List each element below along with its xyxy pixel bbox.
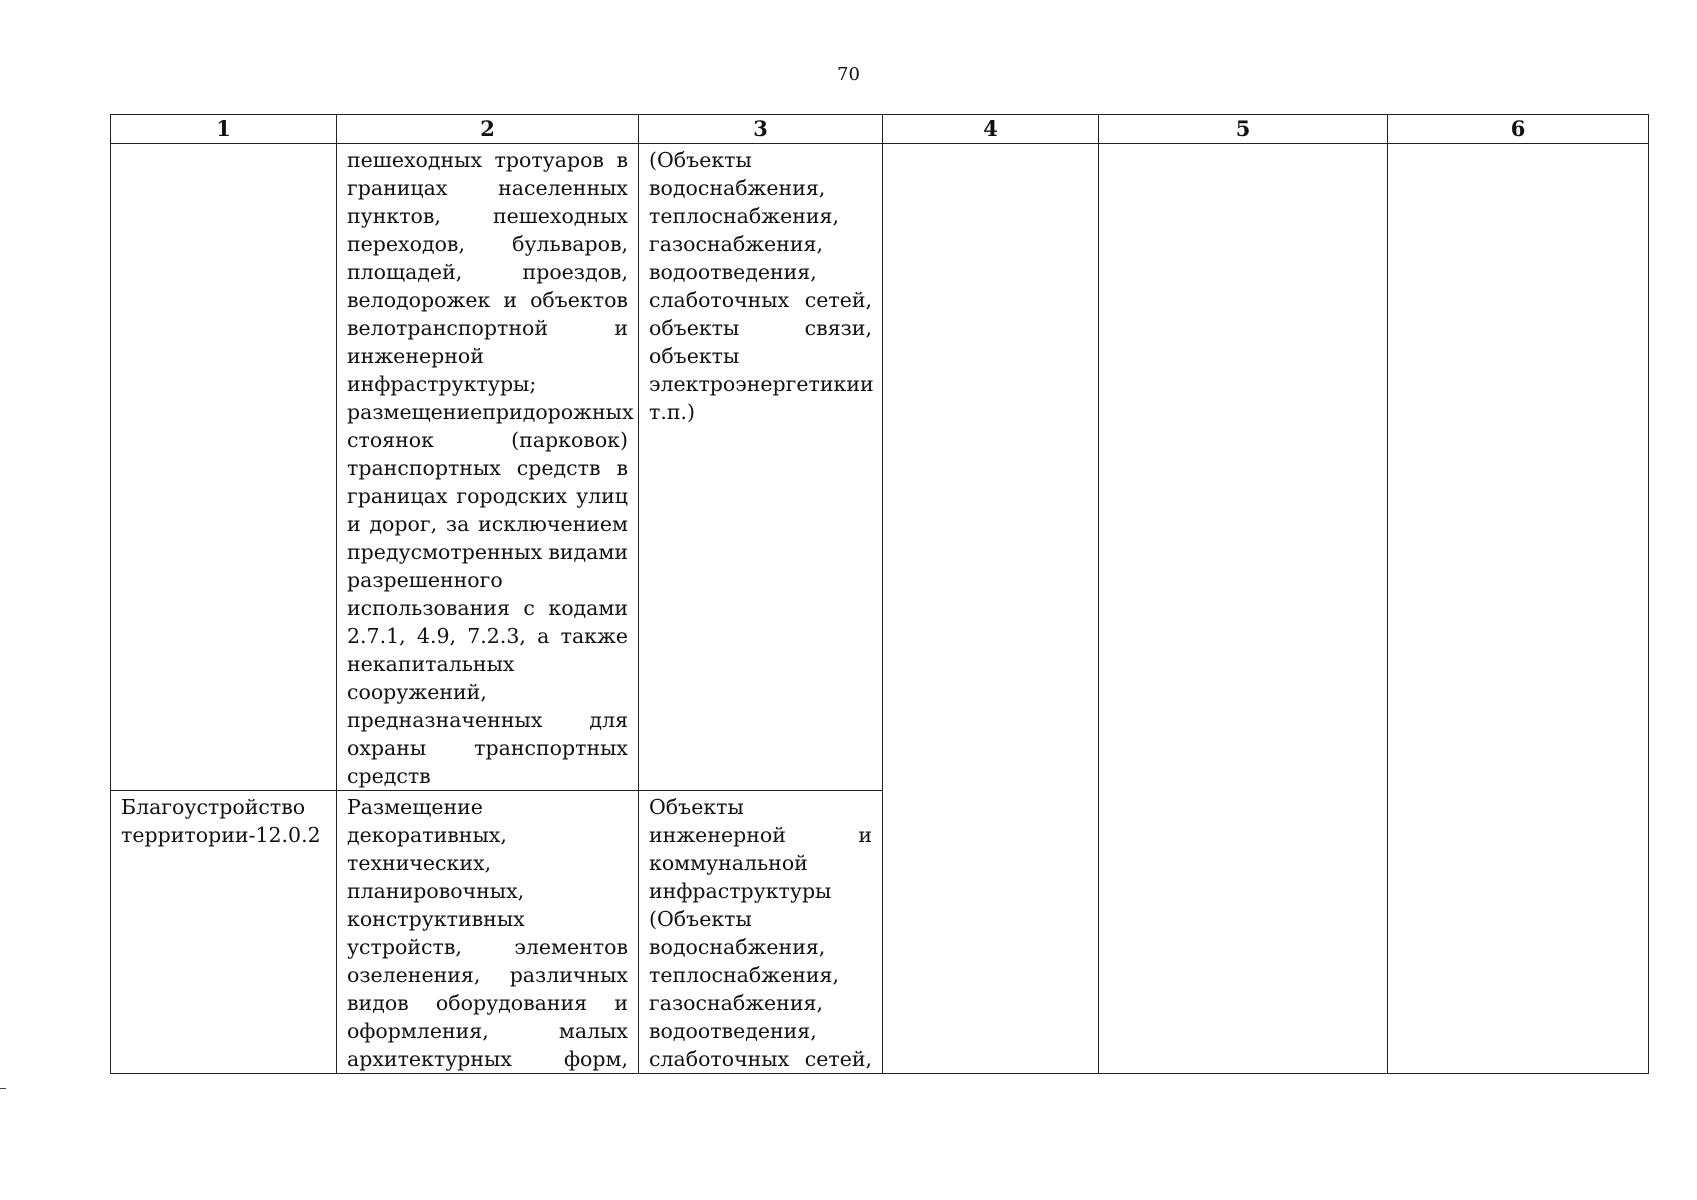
cell-text-line	[347, 734, 628, 762]
cell-word: архитектурных	[347, 1047, 512, 1071]
cell-word: и	[860, 372, 874, 396]
cell-text-line	[347, 426, 628, 454]
cell-text-line	[347, 342, 628, 370]
cell-text-line	[347, 146, 628, 174]
cell-text-line	[649, 905, 872, 933]
cell-word: малых	[558, 1019, 628, 1043]
cell-word: и	[347, 512, 361, 536]
cell-word: слаботочных	[649, 288, 790, 312]
cell-word: Объекты	[649, 795, 744, 819]
cell-word: электроэнергетики	[649, 372, 861, 396]
cell-word: видами	[548, 540, 628, 564]
cell-text-line	[649, 398, 872, 426]
cell-text-line	[649, 370, 872, 398]
cell-word: (Объекты	[649, 907, 752, 931]
cell-word: т.п.)	[649, 400, 696, 424]
cell-word: объекты	[649, 316, 740, 340]
cell-word: технических,	[347, 851, 492, 875]
cell-text-line	[649, 989, 872, 1017]
cell-text-line	[649, 1017, 872, 1045]
cell-text-line	[121, 821, 326, 849]
cell-word: и	[614, 991, 628, 1015]
cell-text-line	[347, 849, 628, 877]
cell-text-line	[347, 454, 628, 482]
cell-text-line	[347, 821, 628, 849]
cell-word: и	[614, 316, 628, 340]
header-col-1: 1	[111, 115, 337, 144]
cell-word: населенных	[498, 176, 628, 200]
cell-word: стоянок	[347, 428, 434, 452]
cell-word: в	[616, 148, 628, 172]
cell-word: инженерной	[347, 344, 484, 368]
cell-text-line	[347, 538, 628, 566]
cell-text-line	[649, 314, 872, 342]
cell-word: предназначенных	[347, 708, 543, 732]
cell-text-line	[649, 821, 872, 849]
cell-text-line	[649, 961, 872, 989]
cell-col5-merged	[1099, 144, 1388, 1074]
cell-word: сетей,	[804, 288, 872, 312]
cell-word: Размещение	[347, 795, 483, 819]
cell-text-line	[347, 622, 628, 650]
cell-word: 4.9,	[416, 624, 457, 648]
cell-word: инженерной	[649, 823, 786, 847]
cell-text-line	[649, 230, 872, 258]
cell-word: тротуаров	[494, 148, 604, 172]
cell-word: для	[589, 708, 628, 732]
cell-word: газоснабжения,	[649, 232, 823, 256]
cell-text-line	[347, 398, 634, 426]
cell-text-line	[649, 877, 872, 905]
cell-word: за	[445, 512, 470, 536]
cell-word: границах	[347, 176, 448, 200]
cell-text-line	[347, 258, 628, 286]
cell-text-line	[347, 1017, 628, 1045]
cell-word: оборудования	[435, 991, 588, 1015]
cell-word: пунктов,	[347, 204, 441, 228]
cell-word: планировочных,	[347, 879, 525, 903]
cell-text-line	[347, 482, 628, 510]
cell-word: придорожных	[482, 400, 634, 424]
cell-r2-c2	[337, 791, 639, 1074]
cell-word: форм,	[564, 1047, 628, 1071]
header-col-3: 3	[639, 115, 883, 144]
cell-word: разрешенного	[347, 568, 503, 592]
cell-word: Благоустройство	[121, 795, 306, 819]
cell-word: объекты	[649, 344, 740, 368]
cell-word: 7.2.3,	[467, 624, 526, 648]
cell-text-line	[347, 174, 628, 202]
cell-word: городских	[456, 484, 568, 508]
table-row	[111, 144, 1649, 791]
cell-word: пешеходных	[347, 148, 483, 172]
cell-word: с	[523, 596, 535, 620]
cell-word: инфраструктуры	[649, 879, 832, 903]
cell-word: видов	[347, 991, 409, 1015]
cell-word: также	[560, 624, 628, 648]
cell-text-line	[649, 793, 872, 821]
cell-text-line	[347, 230, 628, 258]
header-row	[111, 115, 1649, 144]
cell-text-line	[649, 1045, 872, 1073]
cell-word: пешеходных	[492, 204, 628, 228]
cell-word: оформления,	[347, 1019, 489, 1043]
cell-word: некапитальных	[347, 652, 515, 676]
cell-word: сооружений,	[347, 680, 487, 704]
cell-word: озеленения,	[347, 963, 481, 987]
cell-text-line	[347, 793, 628, 821]
cell-text-line	[347, 594, 628, 622]
cell-text-line	[347, 706, 628, 734]
cell-text-line	[347, 370, 628, 398]
cell-word: инфраструктуры;	[347, 372, 537, 396]
cell-text-line	[347, 202, 628, 230]
cell-word: связи,	[804, 316, 872, 340]
cell-text-line	[347, 762, 628, 790]
cell-word: бульваров,	[512, 232, 628, 256]
cell-text-line	[649, 146, 872, 174]
cell-text-line	[347, 510, 628, 538]
cell-word: конструктивных	[347, 907, 525, 931]
cell-text-line	[347, 566, 628, 594]
cell-word: (парковок)	[511, 428, 628, 452]
cell-text-line	[649, 849, 872, 877]
header-col-2: 2	[337, 115, 639, 144]
cell-word: в	[616, 456, 628, 480]
cell-text-line	[347, 678, 628, 706]
cell-word: коммунальной	[649, 851, 808, 875]
cell-text-line	[347, 933, 628, 961]
cell-r2-c1	[111, 791, 337, 1074]
cell-word: и	[503, 288, 518, 312]
header-col-6: 6	[1388, 115, 1649, 144]
margin-tick-mark	[0, 1088, 6, 1089]
cell-word: охраны	[347, 736, 427, 760]
cell-word: различных	[509, 963, 628, 987]
cell-text-line	[649, 202, 872, 230]
cell-word: дорог,	[369, 512, 438, 536]
cell-word: водоотведения,	[649, 260, 817, 284]
cell-word: средств	[347, 764, 431, 788]
cell-word: транспортных	[474, 736, 628, 760]
header-col-5: 5	[1099, 115, 1388, 144]
cell-word: водоотведения,	[649, 1019, 817, 1043]
cell-word: проездов,	[522, 260, 628, 284]
cell-r1-c1	[111, 144, 337, 791]
cell-word: объектов	[530, 288, 628, 312]
cell-word: транспортных	[347, 456, 501, 480]
cell-word: слаботочных	[649, 1047, 790, 1071]
cell-word: 2.7.1,	[347, 624, 406, 648]
cell-word: устройств,	[347, 935, 462, 959]
cell-r1-c2	[337, 144, 639, 791]
cell-word: теплоснабжения,	[649, 204, 839, 228]
cell-word: а	[537, 624, 550, 648]
cell-text-line	[347, 314, 628, 342]
cell-text-line	[347, 877, 628, 905]
cell-text-line	[649, 286, 872, 314]
cell-word: декоративных,	[347, 823, 507, 847]
cell-text-line	[347, 961, 628, 989]
cell-text-line	[347, 1045, 628, 1073]
cell-word: кодами	[548, 596, 628, 620]
cell-word: средств	[516, 456, 601, 480]
land-use-table	[110, 114, 1649, 1074]
cell-word: водоснабжения,	[649, 935, 826, 959]
cell-text-line	[649, 258, 872, 286]
cell-word: площадей,	[347, 260, 463, 284]
header-col-4: 4	[883, 115, 1099, 144]
cell-text-line	[649, 342, 872, 370]
cell-text-line	[649, 174, 872, 202]
cell-text-line	[121, 793, 326, 821]
cell-word: границах	[347, 484, 448, 508]
cell-word: водоснабжения,	[649, 176, 826, 200]
cell-word: теплоснабжения,	[649, 963, 839, 987]
cell-r2-c3	[639, 791, 883, 1074]
cell-word: велодорожек	[347, 288, 491, 312]
cell-word: велотранспортной	[347, 316, 549, 340]
cell-word: (Объекты	[649, 148, 752, 172]
cell-word: территории-12.0.2	[121, 823, 321, 847]
cell-col4-merged	[883, 144, 1099, 1074]
cell-word: размещение	[347, 400, 483, 424]
cell-word: и	[858, 823, 872, 847]
cell-text-line	[347, 989, 628, 1017]
cell-text-line	[347, 286, 628, 314]
cell-r1-c3	[639, 144, 883, 791]
cell-text-line	[347, 905, 628, 933]
cell-word: предусмотренных	[347, 540, 543, 564]
cell-text-line	[649, 933, 872, 961]
cell-word: газоснабжения,	[649, 991, 823, 1015]
cell-text-line	[347, 650, 628, 678]
cell-word: элементов	[514, 935, 628, 959]
cell-word: использования	[347, 596, 510, 620]
cell-word: переходов,	[347, 232, 465, 256]
page-number: 70	[837, 64, 860, 85]
cell-word: сетей,	[804, 1047, 872, 1071]
cell-word: исключением	[478, 512, 628, 536]
cell-word: улиц	[576, 484, 628, 508]
cell-col6-merged	[1388, 144, 1649, 1074]
